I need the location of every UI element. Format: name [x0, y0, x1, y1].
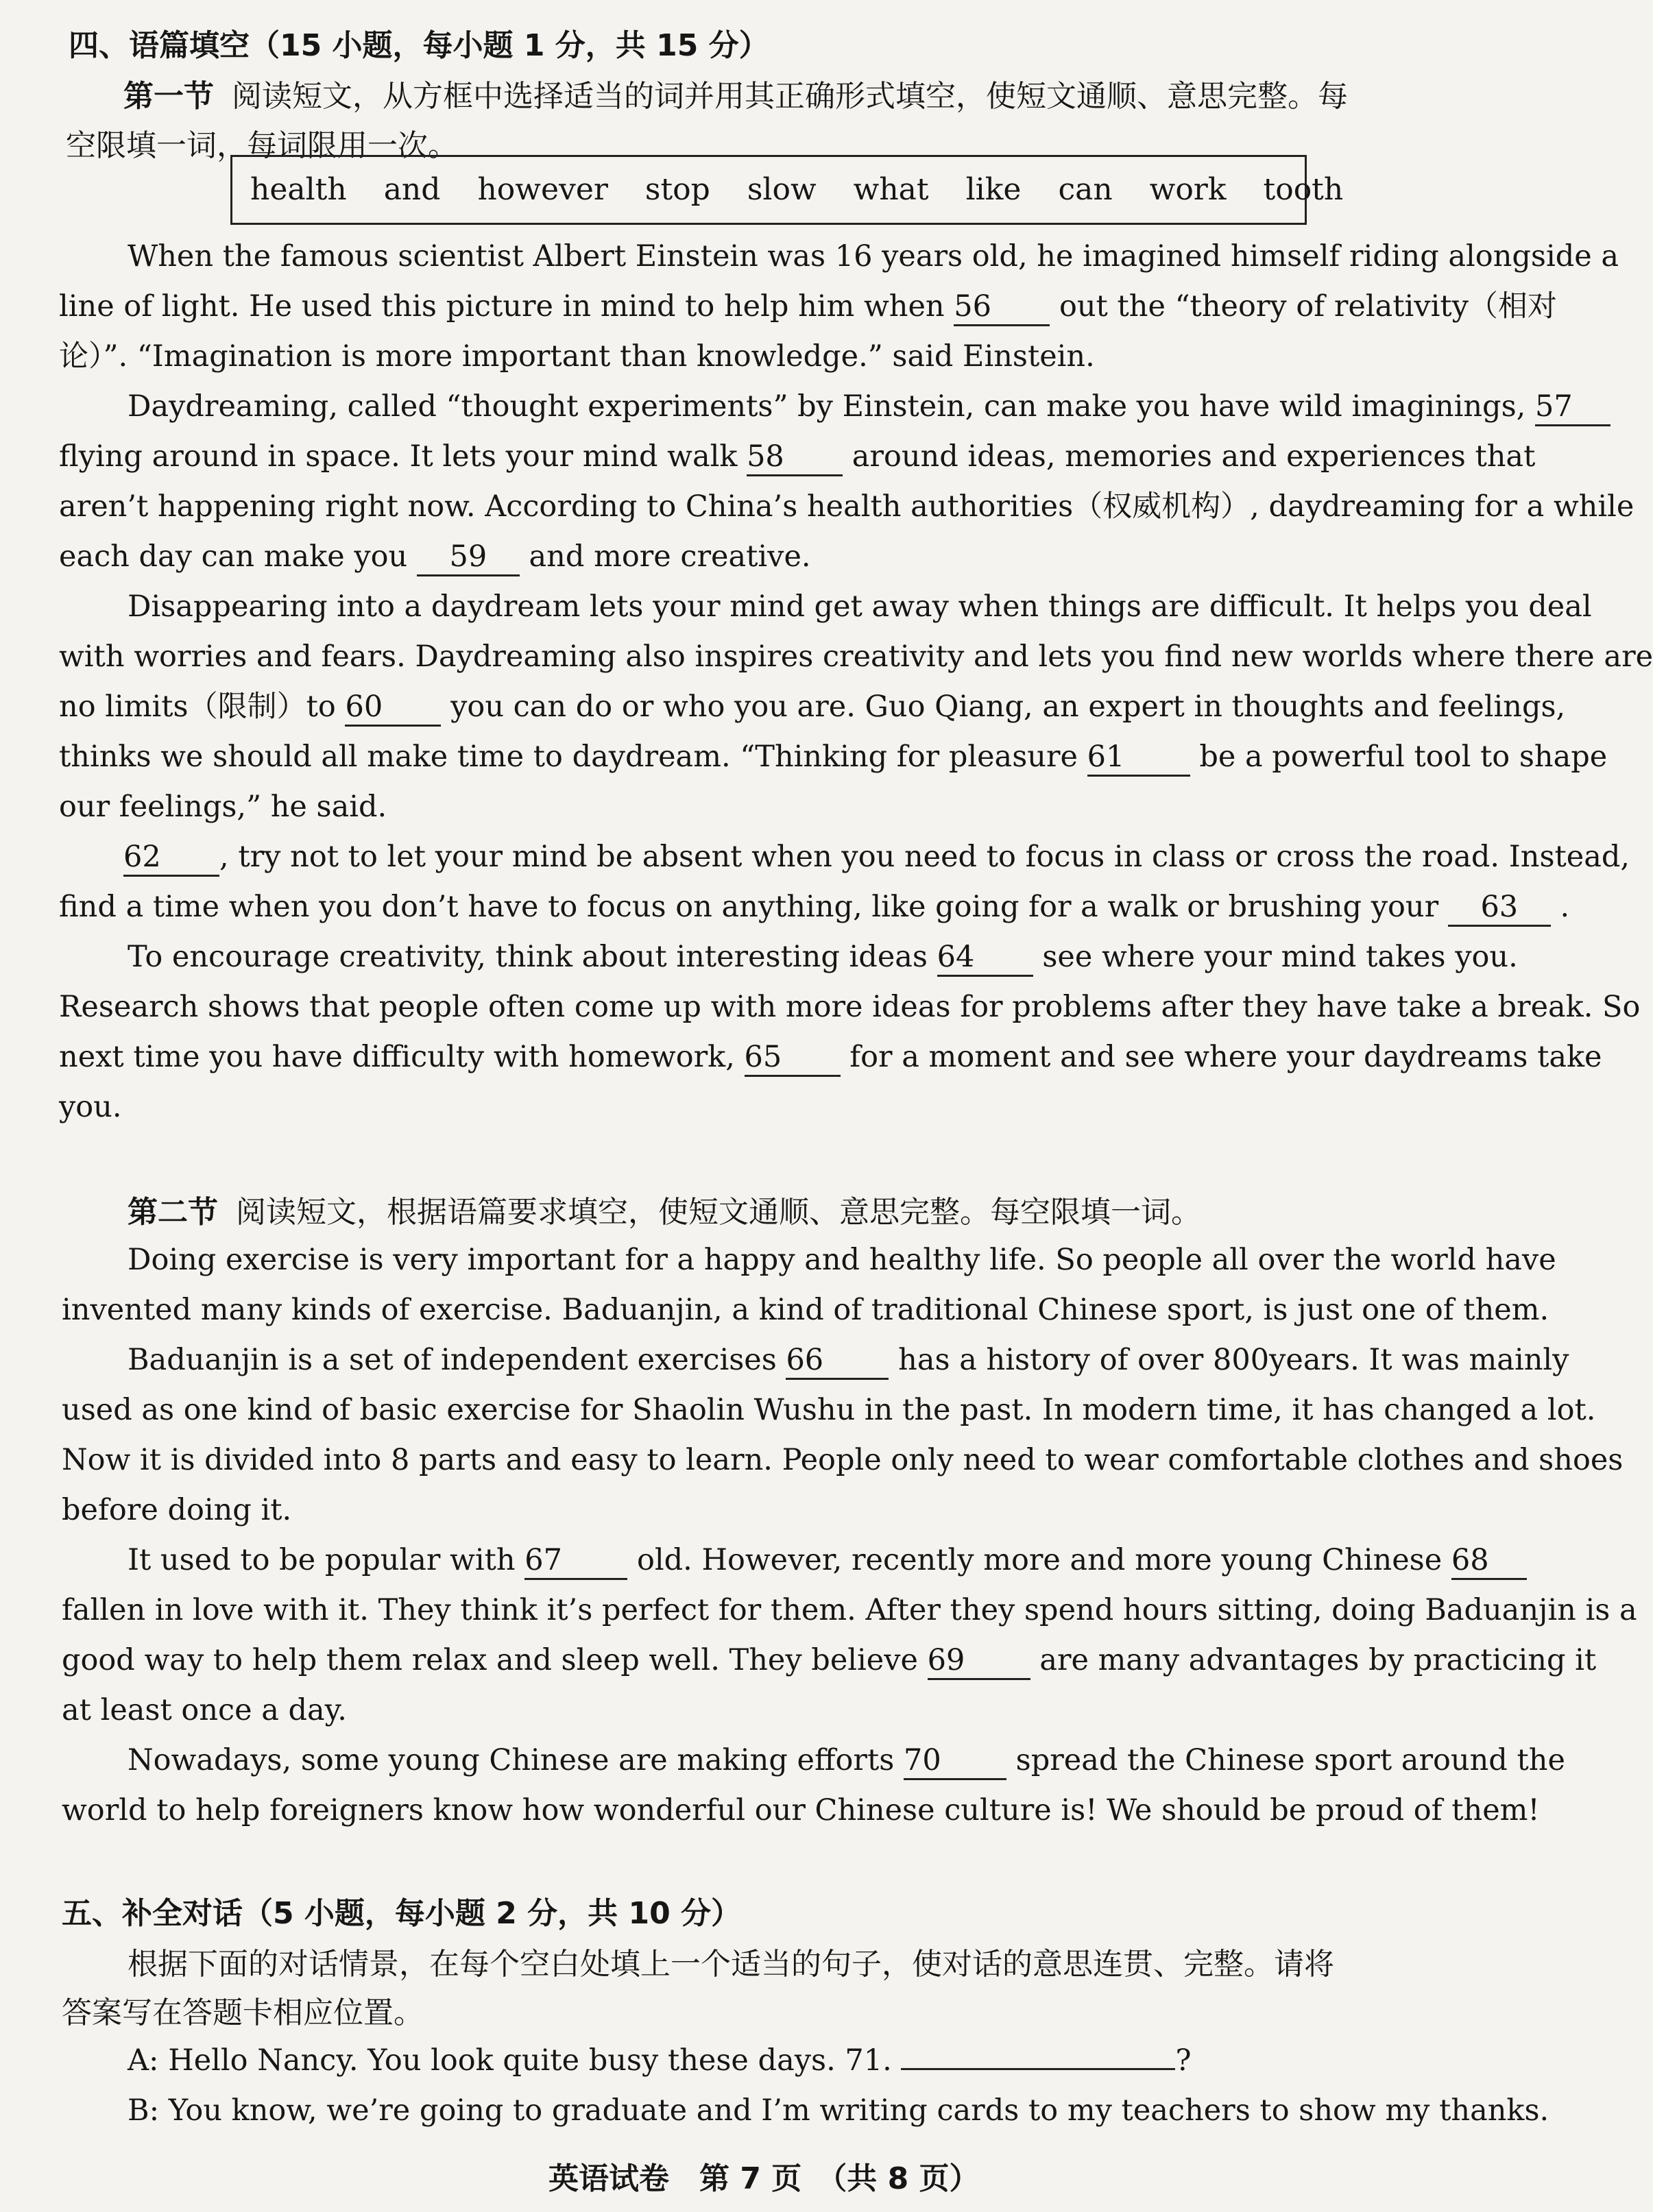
p3-line5: our feelings,” he said.	[59, 790, 387, 824]
p2-line4: each day can make you 59 and more creative.	[59, 532, 811, 582]
q2-line3: Now it is divided into 8 parts and easy to learn. People only need to wear comfortable clothes and shoes	[62, 1443, 1624, 1477]
blank-64[interactable]: 64	[937, 939, 1033, 977]
p5-line4: you.	[59, 1090, 122, 1124]
word-bank-item: work	[1149, 172, 1227, 207]
p3-line1: Disappearing into a daydream lets your mind get away when things are difficult. It helps you deal	[128, 590, 1592, 624]
q4-line2: world to help foreigners know how wonderful our Chinese culture is! We should be proud of them!	[62, 1793, 1540, 1827]
p2-line2: flying around in space. It lets your mind walk 58 around ideas, memories and experiences that	[59, 432, 1474, 482]
blank-62[interactable]: 62	[123, 839, 219, 877]
part2-instruction	[128, 1187, 1201, 1231]
q3-line3: good way to help them relax and sleep well. They believe 69 are many advantages by practicing it	[62, 1636, 1489, 1686]
word-bank-item: and	[383, 172, 441, 207]
q3-line2: fallen in love with it. They think it’s perfect for them. After they spend hours sitting, doing Baduanjin is a	[62, 1593, 1637, 1627]
part1-instruction-line1	[123, 71, 1348, 115]
q2-line1: Baduanjin is a set of independent exercises 66 has a history of over 800years. It was mainly	[128, 1335, 1489, 1385]
q2-line4: before doing it.	[62, 1493, 292, 1527]
blank-70[interactable]: 70	[904, 1742, 1006, 1780]
blank-69[interactable]: 69	[928, 1642, 1030, 1680]
word-bank-box	[230, 155, 1344, 225]
part1-instruction-text: 阅读短文，从方框中选择适当的词并用其正确形式填空，使短文通顺、意思完整。每	[232, 79, 1348, 114]
word-bank-item: slow	[747, 172, 817, 207]
dialogue-line-a: A: Hello Nancy. You look quite busy these days. 71. ?	[128, 2043, 1192, 2078]
q1-line1: Doing exercise is very important for a happy and healthy life. So people all over the world have	[128, 1243, 1556, 1277]
word-bank-item: what	[853, 172, 929, 207]
p3-line3: no limits（限制）to 60 you can do or who you are. Guo Qiang, an expert in thoughts and feelings,	[59, 682, 1474, 732]
word-bank-item: tooth	[1263, 172, 1344, 207]
p4-line2: find a time when you don’t have to focus on anything, like going for a walk or brushing your 63 .	[59, 882, 1569, 932]
p5-line3: next time you have difficulty with homework, 65 for a moment and see where your daydreams take	[59, 1032, 1474, 1082]
page-footer: 英语试卷 第 7 页 （共 8 页）	[548, 2161, 980, 2196]
p1-line3: 论）”. “Imagination is more important than knowledge.” said Einstein.	[59, 339, 1095, 374]
word-bank-item: can	[1058, 172, 1113, 207]
q3-line1: It used to be popular with 67 old. However, recently more and more young Chinese 68	[128, 1535, 1489, 1585]
p3-line2: with worries and fears. Daydreaming also inspires creativity and lets you find new worlds where there are	[59, 640, 1653, 674]
blank-67[interactable]: 67	[524, 1542, 627, 1580]
blank-59[interactable]: 59	[417, 539, 520, 576]
word-bank-item: health	[250, 172, 347, 207]
part1-instruction-line2: 空限填一词，每词限用一次。	[66, 128, 458, 163]
section4-heading: 四、语篇填空（15 小题，每小题 1 分，共 15 分）	[69, 28, 769, 63]
section5-heading: 五、补全对话（5 小题，每小题 2 分，共 10 分）	[62, 1896, 742, 1931]
dialogue-line-b: B: You know, we’re going to graduate and I’m writing cards to my teachers to show my thanks.	[128, 2093, 1549, 2128]
blank-57[interactable]: 57	[1535, 389, 1610, 426]
blank-65[interactable]: 65	[745, 1039, 841, 1077]
q4-line1: Nowadays, some young Chinese are making efforts 70 spread the Chinese sport around the	[128, 1736, 1489, 1786]
p1-line2: line of light. He used this picture in mind to help him when 56 out the “theory of relativity（相对	[59, 282, 1474, 332]
q1-line2: invented many kinds of exercise. Baduanjin, a kind of traditional Chinese sport, is just one of them.	[62, 1293, 1549, 1327]
p4-line1: 62 , try not to let your mind be absent when you need to focus in class or cross the road. Instead,	[123, 832, 1474, 882]
blank-68[interactable]: 68	[1451, 1542, 1527, 1580]
part2-instruction-text: 阅读短文，根据语篇要求填空，使短文通顺、意思完整。每空限填一词。	[236, 1195, 1201, 1230]
blank-63[interactable]: 63	[1448, 889, 1551, 927]
p5-line2: Research shows that people often come up with more ideas for problems after they have take a break. So	[59, 990, 1641, 1024]
blank-61[interactable]: 61	[1087, 739, 1190, 777]
p2-line1: Daydreaming, called “thought experiments” by Einstein, can make you have wild imaginings, 57	[128, 382, 1474, 432]
p3-line4: thinks we should all make time to daydream. “Thinking for pleasure 61 be a powerful tool to shape	[59, 732, 1474, 782]
p5-line1: To encourage creativity, think about interesting ideas 64 see where your mind takes you.	[128, 932, 1474, 982]
part1-label: 第一节	[123, 79, 214, 114]
blank-56[interactable]: 56	[954, 289, 1050, 326]
p2-line3: aren’t happening right now. According to China’s health authorities（权威机构）, daydreaming for a while	[59, 489, 1634, 524]
blank-58[interactable]: 58	[747, 439, 843, 476]
blank-66[interactable]: 66	[786, 1342, 889, 1380]
word-bank-item: stop	[644, 172, 710, 207]
blank-60[interactable]: 60	[345, 689, 441, 727]
q2-line2: used as one kind of basic exercise for Shaolin Wushu in the past. In modern time, it has changed a lot.	[62, 1393, 1596, 1427]
q3-line4: at least once a day.	[62, 1693, 347, 1727]
section5-instruction-line2: 答案写在答题卡相应位置。	[62, 1995, 424, 2030]
word-bank-item: like	[965, 172, 1022, 207]
word-bank-item: however	[477, 172, 608, 207]
p1-line1: When the famous scientist Albert Einstein was 16 years old, he imagined himself riding alongside a	[128, 239, 1619, 274]
part2-label: 第二节	[128, 1195, 218, 1230]
section5-instruction-line1: 根据下面的对话情景，在每个空白处填上一个适当的句子，使对话的意思连贯、完整。请将	[128, 1947, 1334, 1982]
blank-71[interactable]	[901, 2068, 1175, 2070]
